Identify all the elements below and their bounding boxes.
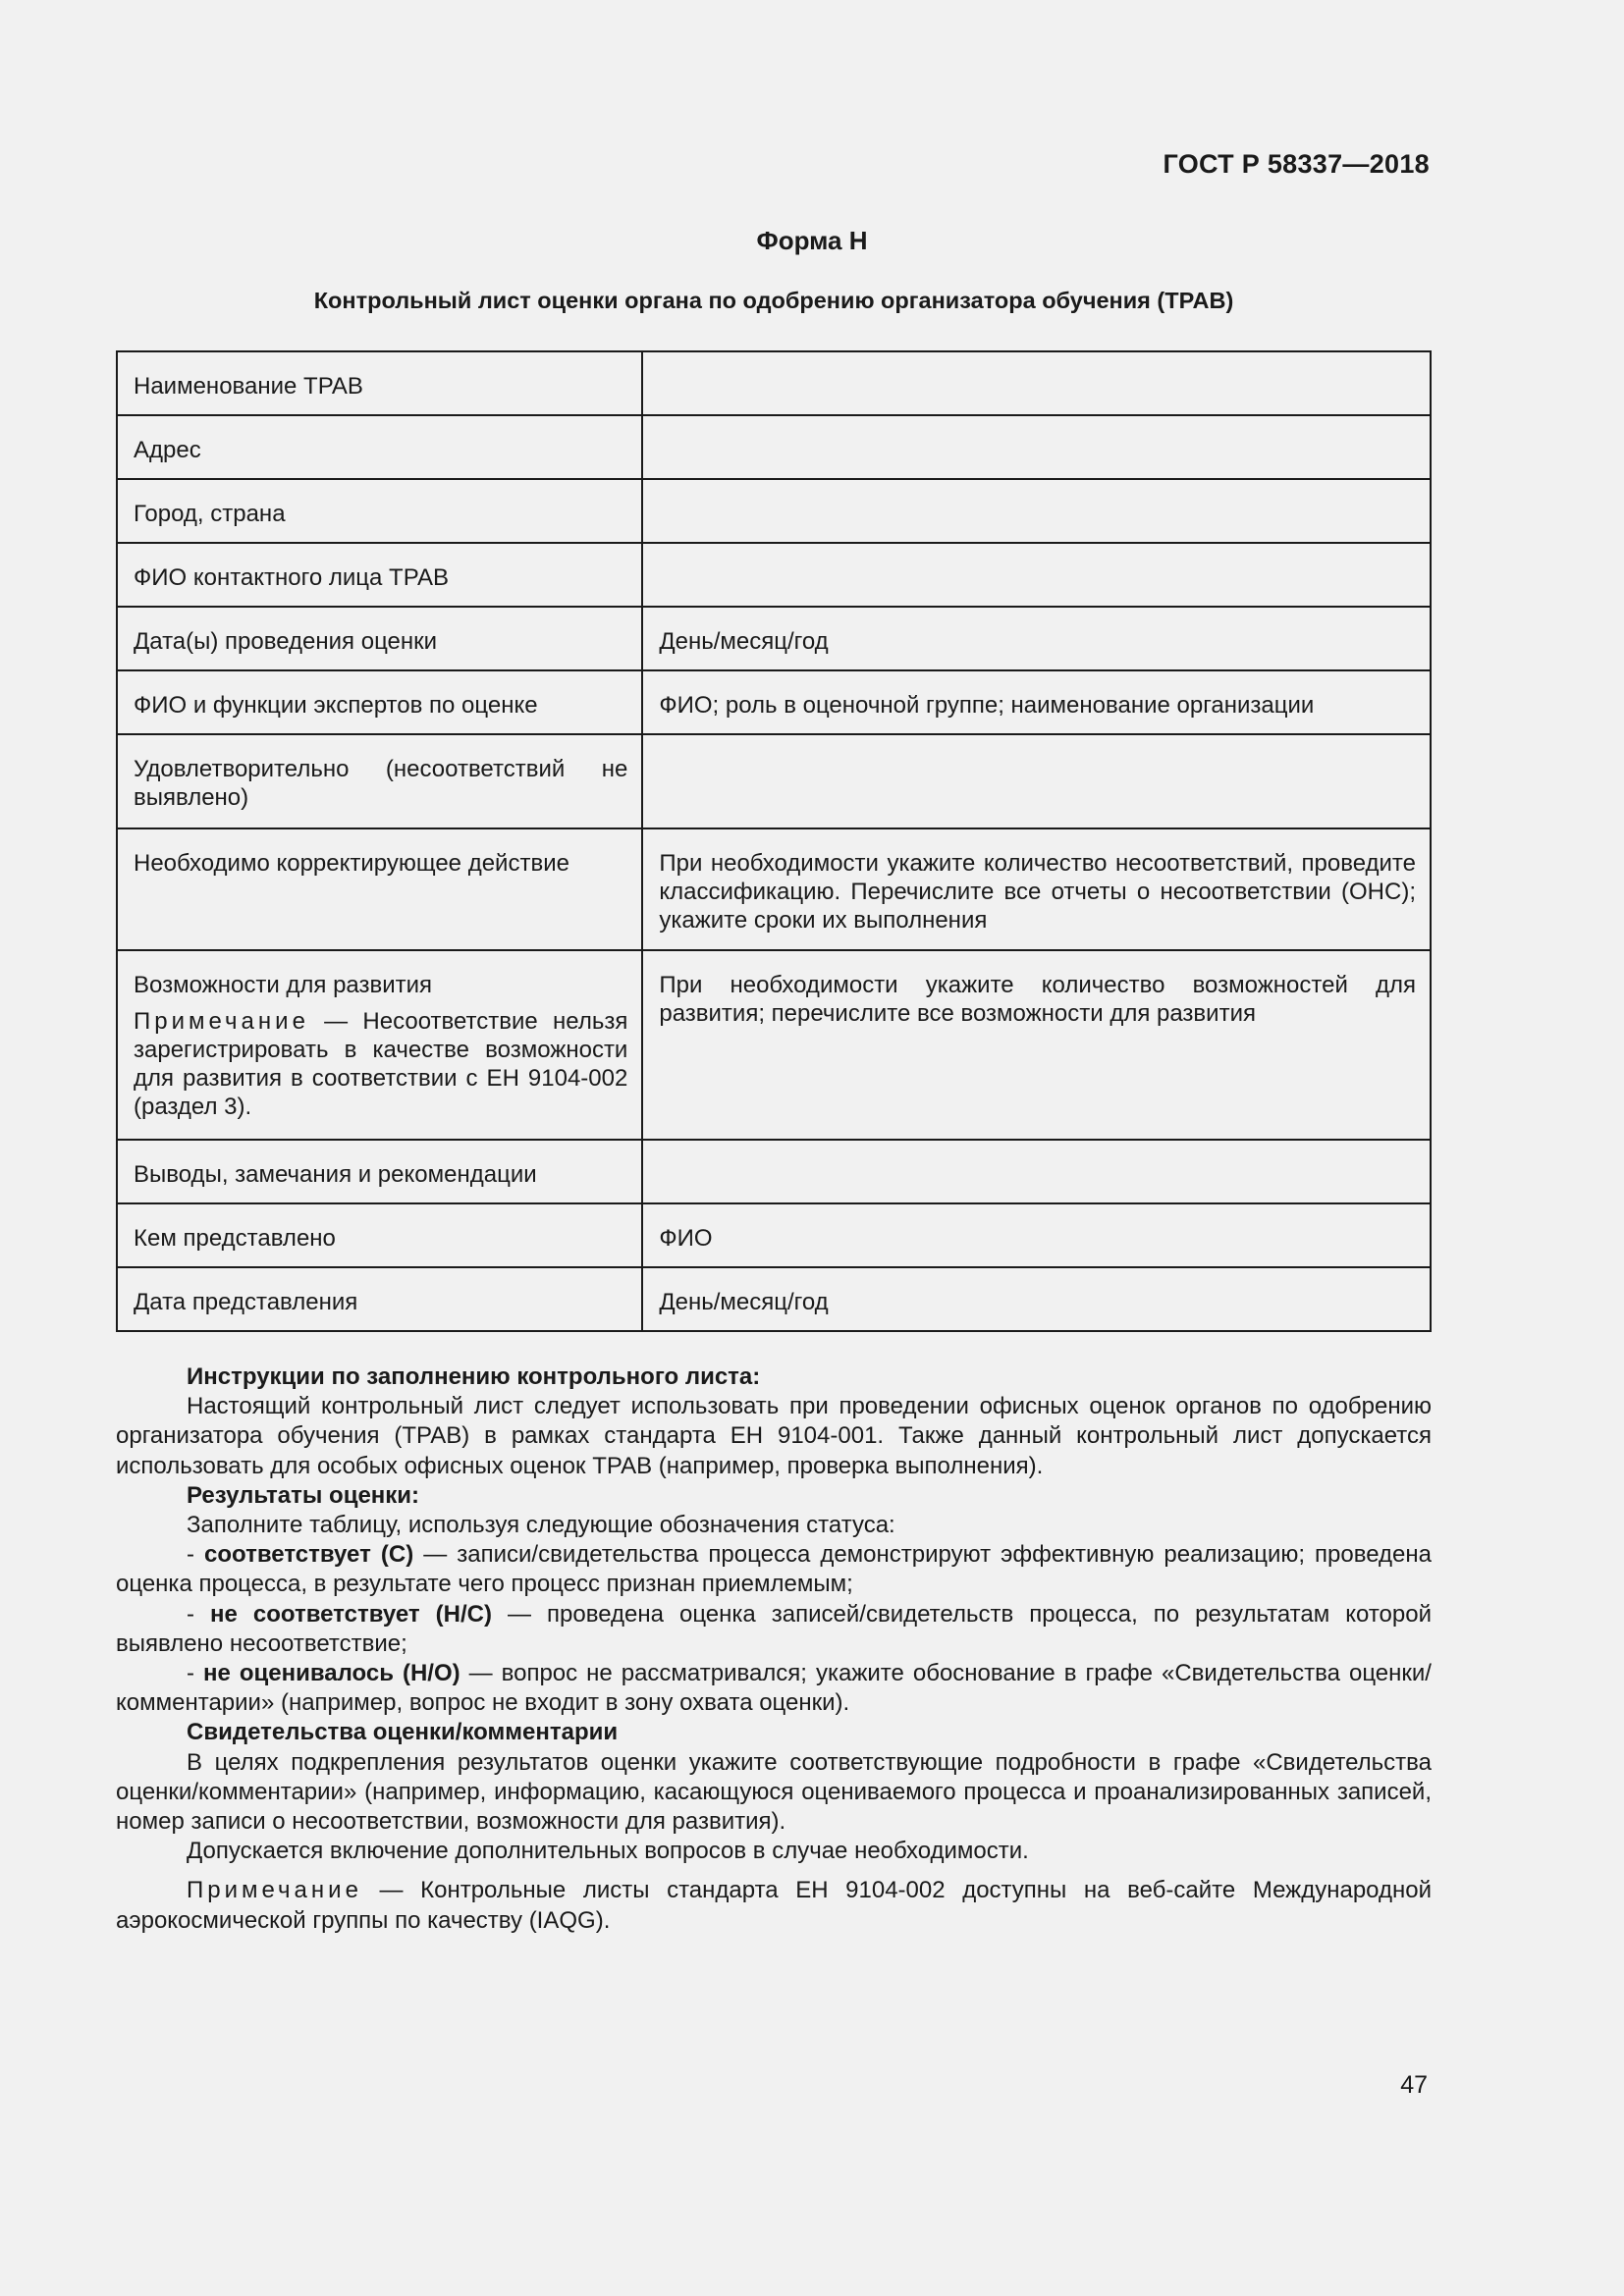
row-value-cell[interactable] [642,670,1431,734]
status-item: - не оценивалось (Н/О) — вопрос не рассматривался; укажите обоснование в графе «Свидетельства оценки/комментарии» (например, вопрос не входит в зону охвата оценки). [116,1660,1432,1717]
row-note [134,1007,627,1121]
row-value: При необходимости укажите количество возможностей для развития; перечислите все возможности для развития [659,972,1416,1027]
row-label: ФИО контактного лица TPAB [134,564,449,591]
row-value-cell[interactable] [642,543,1431,607]
row-label-cell [117,543,642,607]
note-text: — Контрольные листы стандарта ЕН 9104-002 доступны на веб-сайте Международной аэрокосмической группы по качеству (IAQG). [116,1877,1432,1934]
instructions-heading: Инструкции по заполнению контрольного листа: [187,1363,761,1390]
table-row [117,828,1431,950]
row-label-cell [117,351,642,415]
row-label-cell [117,1203,642,1267]
document-code: ГОСТ Р 58337—2018 [1163,149,1430,179]
row-label-cell [117,607,642,670]
row-value-cell[interactable] [642,1140,1431,1203]
evidence-heading: Свидетельства оценки/комментарии [187,1719,619,1746]
table-row [117,670,1431,734]
assessment-checklist-table [116,350,1432,1332]
row-value-cell[interactable] [642,479,1431,543]
row-value-cell[interactable] [642,351,1431,415]
results-heading: Результаты оценки: [187,1481,420,1509]
row-value-cell[interactable] [642,828,1431,950]
row-label-cell [117,415,642,479]
row-label: Дата представления [134,1289,358,1315]
row-label-cell [117,734,642,828]
note-prefix: Примечание [187,1877,362,1904]
table-row [117,543,1431,607]
table-row [117,351,1431,415]
row-label: Кем представлено [134,1225,336,1252]
status-item: - соответствует (С) — записи/свидетельства процесса демонстрируют эффективную реализацию; проведена оценка процесса, в результате чего процесс признан приемлемым; [116,1541,1432,1598]
table-row [117,950,1431,1140]
row-label-cell [117,670,642,734]
table-row [117,607,1431,670]
additional-questions-text: Допускается включение дополнительных вопросов в случае необходимости. [187,1838,1029,1865]
row-label: Город, страна [134,501,286,527]
row-value-cell[interactable] [642,1203,1431,1267]
form-subtitle: Контрольный лист оценки органа по одобрению организатора обучения (TPAB) [313,288,1234,313]
status-item: - не соответствует (Н/С) — проведена оценка записей/свидетельств процесса, по результатам которой выявлено несоответствие; [116,1600,1432,1657]
form-title: Форма Н [756,226,868,255]
row-value: При необходимости укажите количество несоответствий, проведите классификацию. Перечислите все отчеты о несоответствии (ОНС); укажите сроки их выполнения [659,850,1416,934]
row-value: ФИО [659,1225,713,1252]
row-value: ФИО; роль в оценочной группе; наименование организации [659,692,1315,719]
instructions-section [116,1362,1432,1936]
row-label-cell [117,950,642,1140]
row-label: ФИО и функции экспертов по оценке [134,692,538,719]
row-value-cell[interactable] [642,607,1431,670]
row-label-cell [117,828,642,950]
table-row [117,415,1431,479]
instructions-intro: Настоящий контрольный лист следует использовать при проведении офисных оценок органов по одобрению организатора обучения (TPAB) в рамках стандарта ЕН 9104-001. Также данный контрольный лист допускается использовать для особых офисных оценок TPAB (например, проверка выполнения). [116,1393,1432,1479]
row-value: День/месяц/год [659,628,829,655]
row-label-cell [117,479,642,543]
row-label: Удовлетворительно (несоответствий не выявлено) [134,756,628,811]
row-label: Наименование TPAB [134,373,363,400]
evidence-text: В целях подкрепления результатов оценки укажите соответствующие подробности в графе «Свидетельства оценки/комментарии» (например, информацию, касающуюся оцениваемого процесса и проанализированных записей, номер записи о несоответствии, возможности для развития). [116,1748,1432,1836]
row-value: День/месяц/год [659,1289,829,1315]
row-label-cell [117,1140,642,1203]
row-value-cell[interactable] [642,415,1431,479]
page-number: 47 [1400,2071,1428,2099]
row-label: Дата(ы) проведения оценки [134,628,438,655]
row-value-cell[interactable] [642,1267,1431,1331]
row-label-cell [117,1267,642,1331]
row-label: Необходимо корректирующее действие [134,850,569,877]
results-intro: Заполните таблицу, используя следующие обозначения статуса: [187,1512,895,1539]
row-label: Возможности для развития [134,972,433,998]
row-label: Выводы, замечания и рекомендации [134,1161,537,1188]
row-value-cell[interactable] [642,950,1431,1140]
table-row [117,734,1431,828]
note-prefix: Примечание [134,1008,309,1035]
footnote [116,1876,1432,1935]
row-label: Адрес [134,437,201,463]
table-row [117,1267,1431,1331]
table-row [117,479,1431,543]
row-value-cell[interactable] [642,734,1431,828]
note-text: — Несоответствие нельзя зарегистрировать в качестве возможности для развития в соответствии с ЕН 9104-002 (раздел 3). [134,1008,628,1120]
table-row [117,1140,1431,1203]
table-row [117,1203,1431,1267]
